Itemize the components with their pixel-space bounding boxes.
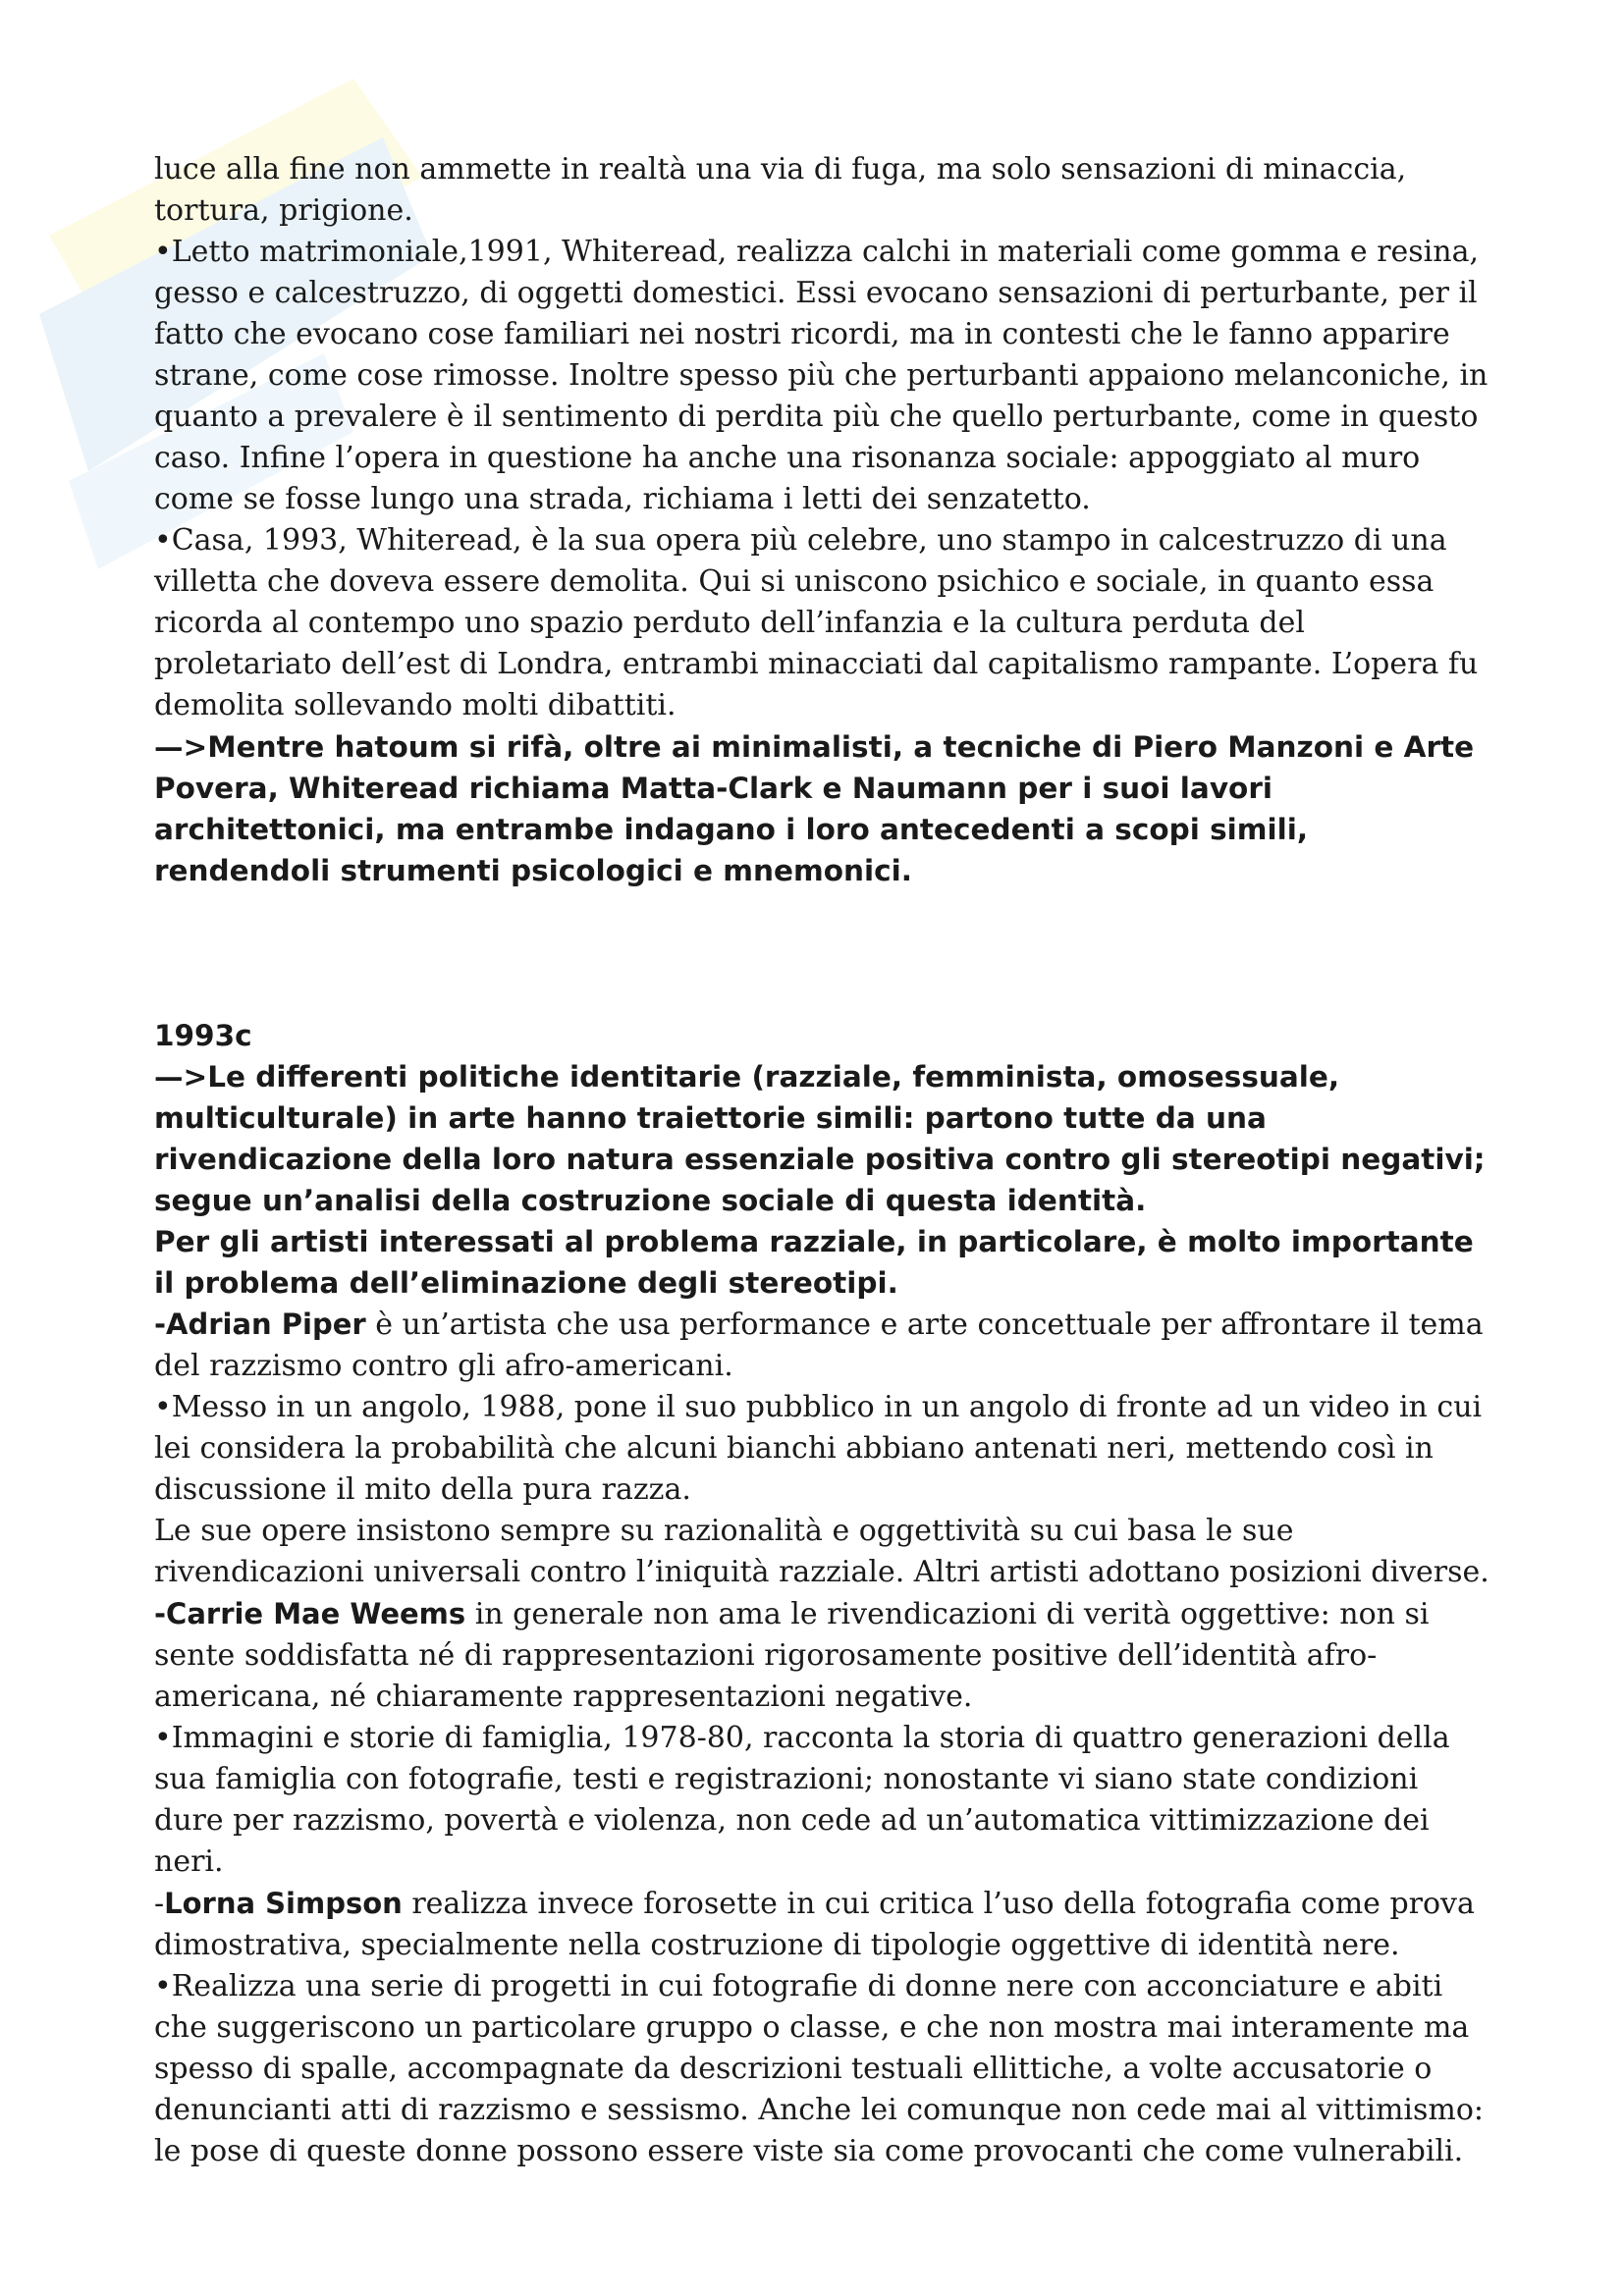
document-page bbox=[154, 149, 1489, 2172]
artist-name-adrian-piper: -Adrian Piper bbox=[154, 1308, 366, 1341]
artist-name-carrie-mae-weems: -Carrie Mae Weems bbox=[154, 1597, 466, 1630]
section-spacer bbox=[154, 891, 1489, 1015]
paragraph-messo-in-un-angolo: •Messo in un angolo, 1988, pone il suo pubblico in un angolo di fronte ad un video in cui lei considera la probabilità che alcuni bianchi abbiano antenati neri, mettendo così in discussione il mito della pura razza. bbox=[154, 1390, 1483, 1507]
paragraph-letto-matrimoniale: •Letto matrimoniale,1991, Whiteread, realizza calchi in materiali come gomma e resina, gesso e calcestruzzo, di oggetti domestici. Essi evocano sensazioni di perturbante, per il fatto che evocano cose familiari nei nostri ricordi, ma in contesti che le fanno apparire strane, come cose rimosse. Inoltre spesso più che perturbanti appaiono melanconiche, in quanto a prevalere è il sentimento di perdita più che quello perturbante, come in questo caso. Infine l’opera in questione ha anche una risonanza sociale: appoggiato al muro come se fosse lungo una strada, richiama i letti dei senzatetto. bbox=[154, 235, 1489, 516]
paragraph-lorna-simpson bbox=[154, 1883, 1489, 1966]
paragraph-intro: luce alla fine non ammette in realtà una via di fuga, ma solo sensazioni di minaccia, tortura, prigione. bbox=[154, 152, 1407, 228]
paragraph-casa: •Casa, 1993, Whiteread, è la sua opera più celebre, uno stampo in calcestruzzo di una villetta che doveva essere demolita. Qui si uniscono psichico e sociale, in quanto essa ricorda al contempo uno spazio perduto dell’infanzia e la cultura perduta del proletariato dell’est di Londra, entrambi minacciati dal capitalismo rampante. L’opera fu demolita sollevando molti dibattiti. bbox=[154, 523, 1479, 722]
paragraph-simpson-projects: •Realizza una serie di progetti in cui fotografie di donne nere con acconciature e abiti che suggeriscono un particolare gruppo o classe, e che non mostra mai interamente ma spesso di spalle, accompagnate da descrizioni testuali ellittiche, a volte accusatorie o denuncianti atti di razzismo e sessismo. Anche lei comunque non cede mai al vittimismo: le pose di queste donne possono essere viste sia come provocanti che come vulnerabili. bbox=[154, 1969, 1485, 2168]
paragraph-adrian-piper bbox=[154, 1304, 1489, 1387]
artist-name-lorna-simpson: Lorna Simpson bbox=[164, 1887, 403, 1920]
paragraph-piper-note: Le sue opere insistono sempre su razionalità e oggettività su cui basa le sue rivendicazioni universali contro l’iniquità razziale. Altri artisti adottano posizioni diverse. bbox=[154, 1514, 1489, 1589]
lorna-simpson-prefix: - bbox=[154, 1887, 165, 1921]
lorna-simpson-description: realizza invece forosette in cui critica l’uso della fotografia come prova dimostrativa, specialmente nella costruzione di tipologie oggettive di identità nere. bbox=[154, 1887, 1475, 1962]
paragraph-immagini-e-storie: •Immagini e storie di famiglia, 1978-80, racconta la storia di quattro generazioni della sua famiglia con fotografie, testi e registrazioni; nonostante vi siano state condizioni dure per razzismo, povertà e violenza, non cede ad un’automatica vittimizzazione dei neri. bbox=[154, 1721, 1450, 1879]
section-heading-1993c: 1993c bbox=[154, 1019, 252, 1052]
bold-stereotypes-paragraph: Per gli artisti interessati al problema razziale, in particolare, è molto importante il problema dell’eliminazione degli stereotipi. bbox=[154, 1225, 1474, 1300]
bold-comparison-paragraph: —>Mentre hatoum si rifà, oltre ai minimalisti, a tecniche di Piero Manzoni e Arte Povera, Whiteread richiama Matta-Clark e Naumann per i suoi lavori architettonici, ma entrambe indagano i loro antecedenti a scopi simili, rendendoli strumenti psicologici e mnemonici. bbox=[154, 730, 1475, 887]
bold-identity-politics-paragraph: —>Le differenti politiche identitarie (razziale, femminista, omosessuale, multiculturale) in arte hanno traiettorie simili: partono tutte da una rivendicazione della loro natura essenziale positiva contro gli stereotipi negativi; segue un’analisi della costruzione sociale di questa identità. bbox=[154, 1060, 1486, 1217]
adrian-piper-description: è un’artista che usa performance e arte concettuale per affrontare il tema del razzismo contro gli afro-americani. bbox=[154, 1308, 1484, 1383]
paragraph-carrie-mae-weems bbox=[154, 1593, 1489, 1718]
carrie-mae-weems-description: in generale non ama le rivendicazioni di verità oggettive: non si sente soddisfatta né di rappresentazioni rigorosamente positive dell’identità afro-americana, né chiaramente rappresentazioni negative. bbox=[154, 1597, 1430, 1714]
